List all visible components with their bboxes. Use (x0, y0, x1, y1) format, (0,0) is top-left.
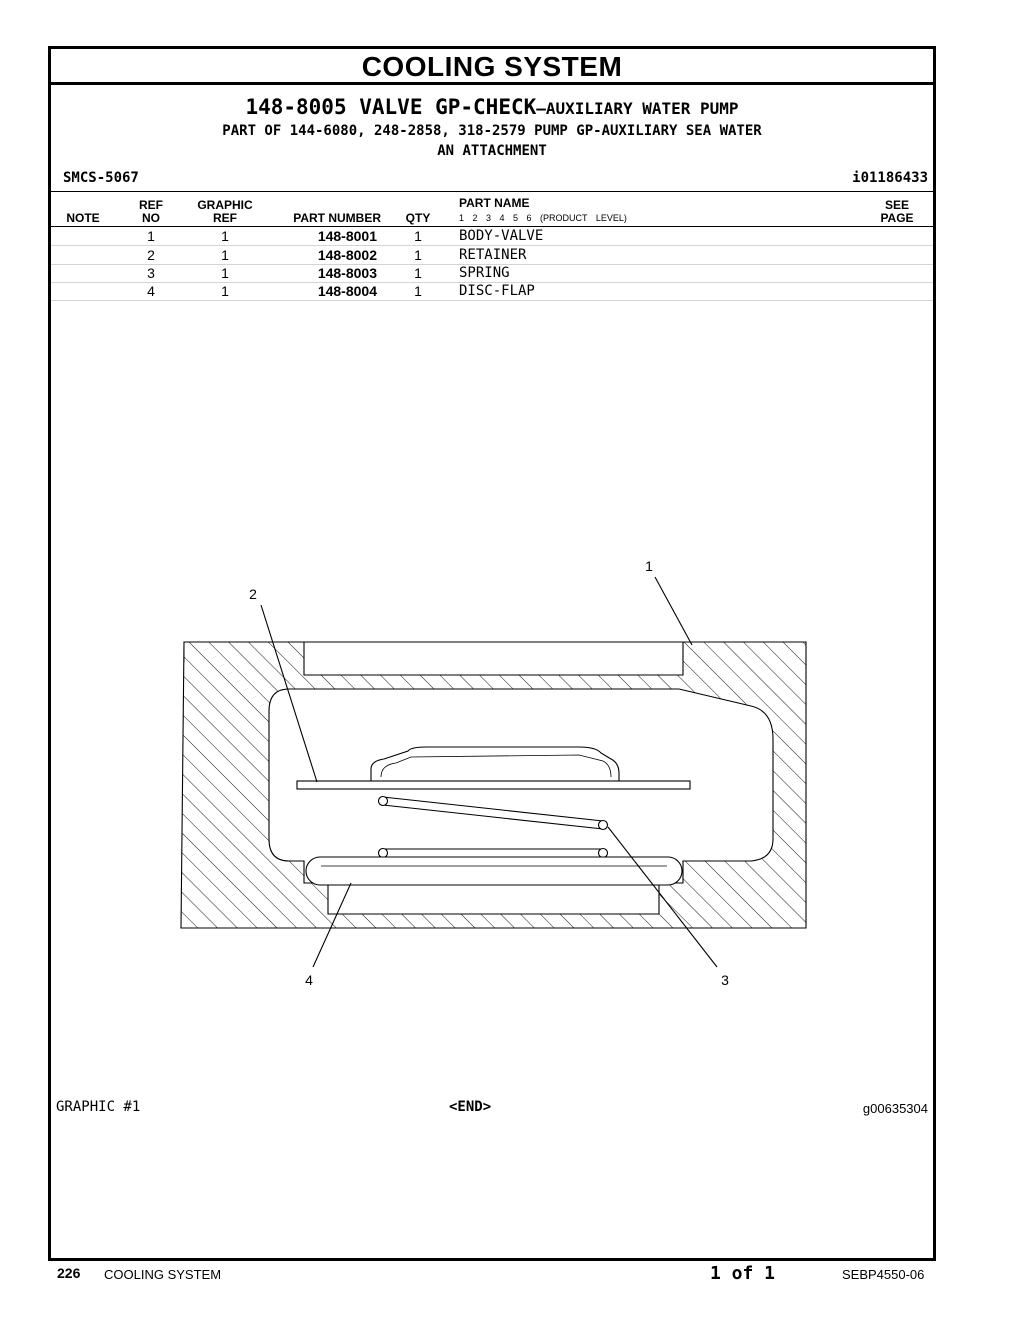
retainer-plate (297, 781, 690, 789)
spring-coil-end (379, 797, 388, 806)
col-part-number: PART NUMBER (293, 211, 381, 225)
footer-page-of: 1 of 1 (710, 1263, 776, 1284)
smcs-code: SMCS-5067 (63, 170, 139, 186)
end-marker: <END> (449, 1099, 492, 1115)
valve-section-drawing (51, 49, 933, 1049)
col-product-level: 1 2 3 4 5 6 (PRODUCT LEVEL) (459, 213, 627, 223)
row-part-number: 148-8001 (317, 228, 377, 244)
col-see-page-bottom: PAGE (880, 211, 914, 225)
row-qty: 1 (414, 283, 422, 299)
row-part-name: SPRING (459, 265, 510, 281)
row-part-name: DISC-FLAP (459, 283, 535, 299)
row-ref-no: 4 (147, 283, 155, 299)
col-graphic-ref-top: GRAPHIC (197, 198, 253, 212)
disc-flap-dome (371, 747, 619, 781)
col-graphic-ref-bottom: REF (213, 211, 237, 225)
footer-section: COOLING SYSTEM (104, 1267, 222, 1282)
col-part-name: PART NAME (459, 196, 530, 210)
spring-coil-end (599, 821, 608, 830)
callout-3: 3 (721, 972, 729, 988)
row-graphic-ref: 1 (221, 247, 229, 263)
col-qty: QTY (405, 211, 431, 225)
graphic-id: g00635304 (862, 1101, 928, 1116)
row-graphic-ref: 1 (221, 283, 229, 299)
graphic-label: GRAPHIC #1 (56, 1099, 141, 1115)
spring-coil-end (379, 849, 388, 858)
footer-page-number: 226 (57, 1265, 81, 1281)
section-title: COOLING SYSTEM (51, 49, 933, 85)
footer-doc-id: SEBP4550-06 (842, 1267, 925, 1282)
row-ref-no: 1 (147, 228, 155, 244)
row-part-number: 148-8003 (317, 265, 377, 281)
row-part-name: RETAINER (459, 247, 527, 263)
callout-1: 1 (645, 558, 653, 574)
callout-2: 2 (249, 586, 257, 602)
spring-coil-end (599, 849, 608, 858)
row-part-number: 148-8004 (317, 283, 377, 299)
col-ref-no-top: REF (139, 198, 163, 212)
row-ref-no: 3 (147, 265, 155, 281)
row-part-name: BODY-VALVE (459, 228, 544, 244)
row-ref-no: 2 (147, 247, 155, 263)
col-see-page-top: SEE (884, 198, 909, 212)
row-part-number: 148-8002 (317, 247, 377, 263)
disc-flap (306, 857, 682, 885)
col-note: NOTE (66, 211, 100, 225)
page-frame (48, 46, 936, 1261)
part-of-line: PART OF 144-6080, 248-2858, 318-2579 PUMP GP-AUXILIARY SEA WATER (222, 123, 762, 139)
row-graphic-ref: 1 (221, 228, 229, 244)
row-qty: 1 (414, 228, 422, 244)
leader-line-1 (655, 577, 692, 645)
group-title-suffix: —AUXILIARY WATER PUMP (536, 99, 739, 118)
info-id: i01186433 (852, 170, 928, 186)
col-ref-no-bottom: NO (142, 211, 160, 225)
row-qty: 1 (414, 247, 422, 263)
attachment-line: AN ATTACHMENT (437, 143, 547, 159)
row-qty: 1 (414, 265, 422, 281)
callout-4: 4 (305, 972, 313, 988)
row-graphic-ref: 1 (221, 265, 229, 281)
group-title-part: 148-8005 VALVE GP-CHECK (245, 95, 537, 119)
